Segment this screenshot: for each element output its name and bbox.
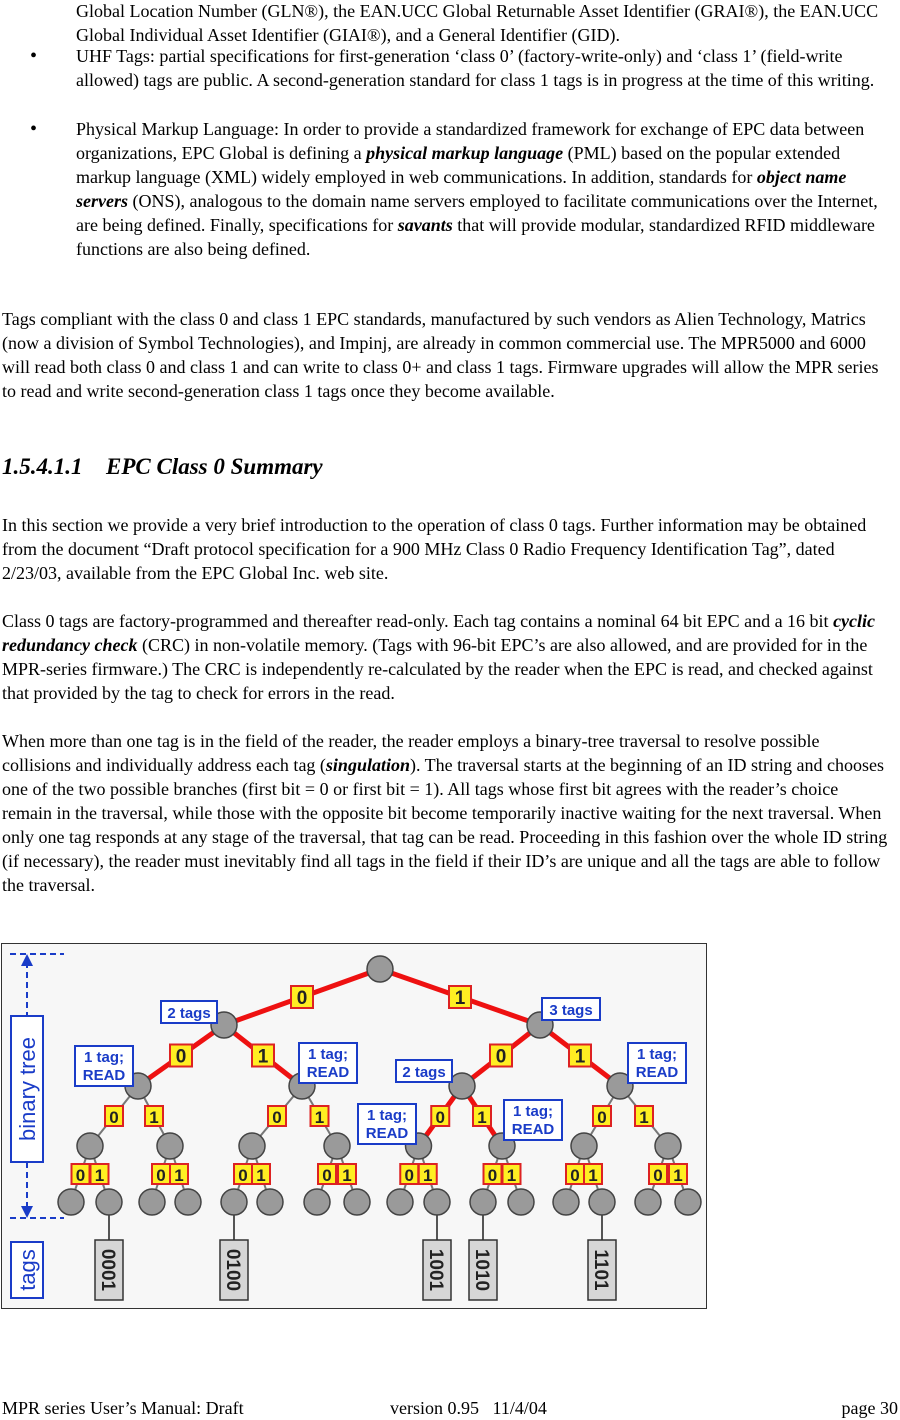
bit-label-text: 0: [296, 988, 308, 1009]
bit-label-0: [431, 1106, 449, 1127]
callout-text: 1 tag;: [512, 1103, 554, 1120]
callout-text: 1 tag;: [636, 1046, 678, 1063]
bit-label-text: 0: [272, 1108, 282, 1127]
paragraph-tags-compliant: Tags compliant with the class 0 and class 1 EPC standards, manufactured by such vendors as Alien Technology, Matrics (now a division of Symbol Technologies), and Impinj, are already in common commercial use. The MPR5000 and 6000 will read both class 0 and class 1 and can write to class 0+ and class 1 tags. Firmware upgrades will allow the MPR series to read and write second-generation class 1 tags once they become available.: [2, 309, 879, 401]
bit-label-text: 1: [574, 1046, 586, 1068]
paragraph-multi-text-a: When more than one tag is in the field of the reader, the reader employs a binary-tree traversal to resolve possible collisions and individually address each tag (: [2, 731, 820, 775]
callout-text: READ: [511, 1121, 555, 1138]
bit-label-text: 0: [175, 1046, 187, 1068]
bit-label-text: 0: [495, 1046, 507, 1068]
tree-node: [367, 956, 393, 982]
bit-label-1: [252, 1045, 274, 1068]
tree-node: [139, 1189, 165, 1215]
bit-label-text: 1: [149, 1108, 159, 1127]
callout-text: READ: [306, 1064, 350, 1081]
tag-id-text: 1101: [590, 1249, 611, 1291]
callout-read-level2-mid: [299, 1043, 357, 1083]
binary-tree-bracket: [10, 954, 64, 1298]
bit-label-1: [338, 1164, 356, 1185]
tree-node: [175, 1189, 201, 1215]
bit-label-text: 1: [454, 988, 466, 1009]
bit-label-1: [91, 1164, 109, 1185]
tree-node: [239, 1133, 265, 1159]
tree-node: [304, 1189, 330, 1215]
tree-node: [675, 1189, 701, 1215]
binary-tree-label: binary tree: [15, 1037, 40, 1141]
arrow-down-icon: [21, 1206, 33, 1218]
bit-label-0: [490, 1045, 512, 1068]
bullet-pml-text-d: that will provide modular, standardized RFID middleware functions are also being defined.: [76, 215, 875, 259]
bullet-uhf: [0, 44, 900, 92]
bullet-continuation-text: Global Location Number (GLN®), the EAN.UCC Global Returnable Asset Identifier (GRAI®), the EAN.UCC Global Individual Asset Identifier (GIAI®), and a General Identifier (GID).: [76, 1, 879, 45]
bit-label-1: [569, 1045, 591, 1068]
bit-label-text: 1: [314, 1108, 325, 1127]
term-cyclic-redundancy-check: cyclic redundancy check: [2, 611, 876, 655]
tree-node: [508, 1189, 534, 1215]
bit-label-1: [449, 986, 471, 1009]
bit-label-text: 0: [75, 1166, 86, 1185]
binary-tree-figure: [1, 943, 707, 1309]
paragraph-intro: In this section we provide a very brief introduction to the operation of class 0 tags. Further information may be obtained from the document “Draft protocol specification for a 900 MHz Class 0 Radio Frequency Identification Tag”, dated 2/23/03, available from the EPC Global Inc. web site.: [2, 515, 867, 583]
bit-label-text: 1: [423, 1166, 433, 1185]
bullet-pml-text-a: Physical Markup Language: In order to provide a standardized framework for exchange of EPC data between organizations, EPC Global is defining a: [76, 119, 865, 163]
tree-node: [571, 1133, 597, 1159]
tree-node: [635, 1189, 661, 1215]
tag-id-box: [423, 1240, 451, 1300]
bit-label-0: [318, 1164, 336, 1185]
tree-node: [553, 1189, 579, 1215]
tag-id-boxes: [95, 1240, 616, 1300]
paragraph-class0: [0, 609, 900, 705]
bit-label-text: 1: [174, 1166, 184, 1185]
tag-id-text: 1010: [471, 1248, 492, 1292]
bit-label-text: 0: [487, 1166, 498, 1185]
bit-label-0: [484, 1164, 502, 1185]
callout-read-level3-b: [504, 1100, 562, 1140]
term-physical-markup-language: physical markup language: [366, 143, 564, 163]
bit-label-text: 0: [570, 1166, 580, 1185]
bit-label-text: 0: [435, 1108, 445, 1127]
bit-label-0: [400, 1164, 418, 1185]
term-object-name-servers: object name servers: [76, 167, 847, 211]
callout-text: READ: [82, 1067, 126, 1084]
paragraph-class0-text-b: (CRC) in non-volatile memory. (Tags with 96-bit EPC’s are also allowed, and are provided for in the MPR-series firmware.) The CRC is independently re-calculated by the reader when the EPC is read, and checked against that provided by the tag to check for errors in the read.: [2, 635, 873, 703]
tree-node: [257, 1189, 283, 1215]
tree-node: [387, 1189, 413, 1215]
bit-label-text: 1: [94, 1166, 105, 1185]
bit-label-text: 0: [238, 1166, 248, 1185]
callout-text: 1 tag;: [307, 1046, 349, 1063]
bullet-pml-text-b: (PML) based on the popular extended markup language (XML) widely employed in web communications. In addition, standards for: [76, 143, 841, 187]
paragraph-class0-text-a: Class 0 tags are factory-programmed and thereafter read-only. Each tag contains a nominal 64 bit EPC and a 16 bit: [2, 611, 834, 631]
callout-read-level3-a: [358, 1104, 416, 1144]
bit-label-text: 1: [673, 1166, 683, 1185]
tag-id-text: 0001: [97, 1248, 118, 1292]
tree-node: [221, 1189, 247, 1215]
bit-label-1: [473, 1106, 491, 1127]
tree-node: [96, 1189, 122, 1215]
bit-label-text: 1: [588, 1166, 598, 1185]
bit-label-0: [105, 1106, 123, 1127]
tag-id-box: [469, 1240, 497, 1300]
tree-node: [470, 1189, 496, 1215]
callout-read-level2-left: [75, 1046, 133, 1086]
bit-label-1: [419, 1164, 437, 1185]
bit-label-text: 0: [404, 1166, 414, 1185]
callout-text: 3 tags: [549, 1002, 593, 1019]
term-singulation: singulation: [325, 755, 410, 775]
bit-label-text: 1: [342, 1166, 352, 1185]
bit-label-0: [170, 1045, 192, 1068]
bit-label-text: 1: [477, 1108, 487, 1127]
bullet-pml-text-c: (ONS), analogous to the domain name servers employed to facilitate communications over the Internet, are being defined. Finally, specifications for: [76, 191, 878, 235]
bit-label-1: [252, 1164, 270, 1185]
arrow-up-icon: [21, 954, 33, 966]
page-footer: [2, 1396, 898, 1420]
bullet-uhf-text: UHF Tags: partial specifications for first-generation ‘class 0’ (factory-write-only) and ‘class 1’ (field-write allowed) tags are public. A second-generation standard for class 1 tags is in progress at the time of this writing.: [76, 46, 875, 90]
bit-label-0: [152, 1164, 170, 1185]
callout-text: 2 tags: [402, 1064, 446, 1081]
section-heading: [2, 452, 323, 482]
tree-node: [655, 1133, 681, 1159]
bit-label-text: 0: [653, 1166, 663, 1185]
tree-node: [589, 1189, 615, 1215]
tag-id-box: [220, 1240, 248, 1300]
bit-label-0: [593, 1106, 611, 1127]
bit-label-text: 1: [506, 1166, 517, 1185]
bit-label-1: [503, 1164, 521, 1185]
bit-label-1: [584, 1164, 602, 1185]
bit-label-0: [268, 1106, 286, 1127]
footer-version: version 0.95 11/4/04: [390, 1398, 547, 1418]
bullet-glyph: •: [30, 45, 38, 67]
callout-text: 1 tag;: [366, 1107, 408, 1124]
bullet-continuation: [0, 0, 900, 47]
paragraph-multi-text-b: ). The traversal starts at the beginning of an ID string and chooses one of the two possible branches (first bit = 0 or first bit = 1). All tags whose first bit agrees with the reader’s choice remain in the traversal, while those with the opposite bit become temporarily inactive waiting for the next traversal. When only one tag responds at any stage of the traversal, that tag can be read. Proceeding in this fashion over the whole ID string (if necessary), the reader must inevitably find all tags in the field if their ID’s are unique and all the tags are able to follow the traversal.: [2, 755, 888, 895]
callout-text: 1 tag;: [83, 1049, 125, 1066]
tree-node: [424, 1189, 450, 1215]
bit-label-1: [635, 1106, 653, 1127]
bullet-pml: [0, 117, 900, 261]
bit-label-text: 0: [597, 1108, 607, 1127]
tag-links: [109, 1215, 602, 1240]
tag-id-box: [95, 1240, 123, 1300]
bit-label-0: [291, 986, 313, 1009]
bit-label-text: 1: [256, 1166, 266, 1185]
section-number: 1.5.4.1.1: [2, 454, 83, 479]
tree-node: [157, 1133, 183, 1159]
bit-label-0: [566, 1164, 584, 1185]
bit-label-text: 0: [322, 1166, 332, 1185]
footer-page-number: page 30: [841, 1398, 898, 1418]
bit-label-0: [234, 1164, 252, 1185]
bit-label-1: [311, 1106, 329, 1127]
callout-text: READ: [635, 1064, 679, 1081]
bit-label-text: 0: [109, 1108, 119, 1127]
bit-label-1: [145, 1106, 163, 1127]
paragraph-multiple-tags: [0, 729, 900, 897]
tree-node: [77, 1133, 103, 1159]
binary-tree-diagram: [2, 944, 706, 1308]
tag-id-box: [588, 1240, 616, 1300]
term-savants: savants: [397, 215, 453, 235]
callout-text: READ: [365, 1125, 409, 1142]
callout-text: 2 tags: [167, 1005, 211, 1022]
bit-label-1: [170, 1164, 188, 1185]
callout-2-tags-level2: [396, 1060, 452, 1082]
tree-node: [324, 1133, 350, 1159]
bullet-glyph: •: [30, 118, 38, 140]
tags-label: tags: [15, 1249, 40, 1291]
section-title: EPC Class 0 Summary: [106, 454, 323, 479]
tag-id-text: 1001: [425, 1248, 446, 1292]
bit-label-text: 0: [156, 1166, 166, 1185]
callout-2-tags-level1: [161, 1001, 217, 1023]
callout-3-tags-level1: [542, 998, 600, 1020]
bit-label-text: 1: [639, 1108, 649, 1127]
tag-id-text: 0100: [222, 1248, 243, 1292]
tree-node: [58, 1189, 84, 1215]
tree-node: [344, 1189, 370, 1215]
bit-label-0: [72, 1164, 90, 1185]
bit-label-0: [649, 1164, 667, 1185]
bit-label-1: [669, 1164, 687, 1185]
bit-label-text: 1: [257, 1046, 269, 1068]
callout-read-level2-right: [628, 1043, 686, 1083]
footer-title: MPR series User’s Manual: Draft: [2, 1398, 244, 1418]
